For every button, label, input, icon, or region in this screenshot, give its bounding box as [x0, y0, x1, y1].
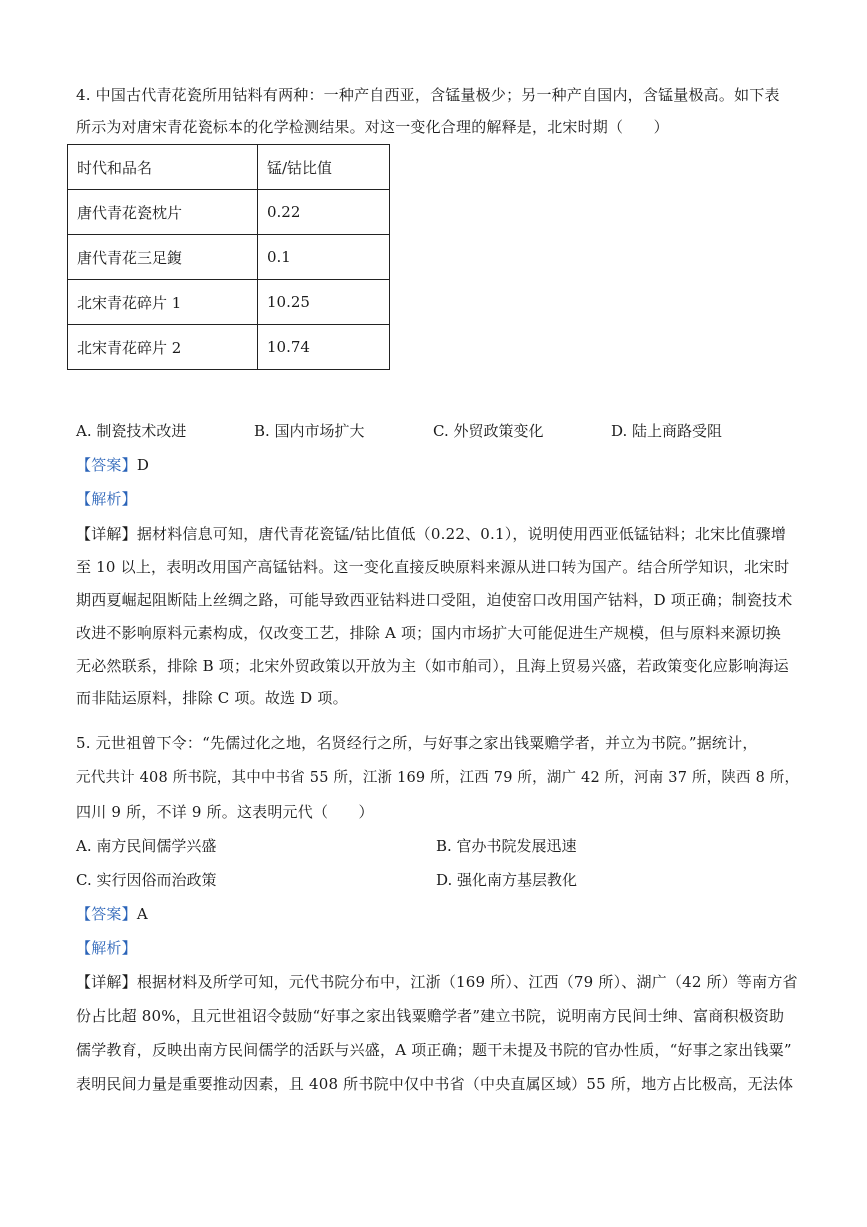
- detail-text: 根据材料及所学可知，元代书院分布中，江浙（169 所）、江西（79 所）、湖广（42 所）等南方省: [136, 973, 798, 991]
- q4-analysis-tag: [76, 489, 137, 509]
- q4-detail-line-4: 改进不影响原料元素构成，仅改变工艺，排除 A 项；国内市场扩大可能促进生产规模，但与原料来源切换: [76, 624, 781, 642]
- table-row: [68, 235, 390, 280]
- table-header-cell: 时代和品名: [68, 145, 258, 190]
- q4-option-d: D. 陆上商路受阻: [611, 422, 723, 440]
- analysis-tag: 【解析】: [76, 490, 137, 508]
- table-row: [68, 280, 390, 325]
- table-header-row: [68, 145, 390, 190]
- q5-stem-line-3: 四川 9 所，不详 9 所。这表明元代（ ）: [76, 803, 374, 821]
- q5-option-a: A. 南方民间儒学兴盛: [76, 837, 217, 855]
- q4-data-table: [67, 144, 390, 370]
- q5-detail-line-2: 份占比超 80%，且元世祖诏令鼓励“好事之家出钱粟赡学者”建立书院，说明南方民间士绅、富商积极资助: [76, 1007, 785, 1025]
- table-cell: 北宋青花碎片 1: [68, 280, 258, 325]
- q5-option-b: B. 官办书院发展迅速: [436, 837, 577, 855]
- table-cell: 10.25: [258, 280, 390, 325]
- q5-detail-line-3: 儒学教育，反映出南方民间儒学的活跃与兴盛，A 项正确；题干未提及书院的官办性质，“好事之家出钱粟”: [76, 1041, 792, 1059]
- q4-stem-line-2: 所示为对唐宋青花瓷标本的化学检测结果。对这一变化合理的解释是，北宋时期（ ）: [76, 118, 669, 136]
- q4-option-b: B. 国内市场扩大: [254, 422, 365, 440]
- q5-option-d: D. 强化南方基层教化: [436, 871, 578, 889]
- q5-stem-line-1: 5. 元世祖曾下令：“先儒过化之地，名贤经行之所，与好事之家出钱粟赡学者，并立为书院。”据统计，: [76, 734, 758, 752]
- answer-value: A: [136, 905, 148, 923]
- q5-stem-line-2: 元代共计 408 所书院，其中中书省 55 所，江浙 169 所，江西 79 所，湖广 42 所，河南 37 所，陕西 8 所，: [76, 770, 800, 786]
- answer-tag: 【答案】: [76, 456, 137, 474]
- answer-value: D: [136, 456, 150, 474]
- detail-tag: 【详解】: [76, 973, 137, 991]
- analysis-tag: 【解析】: [76, 939, 137, 957]
- table-row: [68, 190, 390, 235]
- q5-analysis-tag: [76, 938, 137, 958]
- q5-option-c: C. 实行因俗而治政策: [76, 871, 217, 889]
- q4-detail-line-6: 而非陆运原料，排除 C 项。故选 D 项。: [76, 689, 348, 707]
- table-cell: 0.1: [258, 235, 390, 280]
- q5-answer: [76, 904, 148, 924]
- q4-option-c: C. 外贸政策变化: [433, 422, 544, 440]
- table-cell: 0.22: [258, 190, 390, 235]
- q4-detail-line-2: 至 10 以上，表明改用国产高锰钴料。这一变化直接反映原料来源从进口转为国产。结合所学知识，北宋时: [76, 558, 790, 576]
- table-cell: 唐代青花三足鍑: [68, 235, 258, 280]
- q4-detail-line-5: 无必然联系，排除 B 项；北宋外贸政策以开放为主（如市舶司），且海上贸易兴盛，若政策变化应影响海运: [76, 657, 789, 675]
- table-cell: 10.74: [258, 325, 390, 370]
- q4-detail-line-3: 期西夏崛起阻断陆上丝绸之路，可能导致西亚钴料进口受阻，迫使窑口改用国产钴料，D 项正确；制瓷技术: [76, 591, 793, 609]
- q4-answer: [76, 455, 149, 475]
- q5-detail-line-4: 表明民间力量是重要推动因素，且 408 所书院中仅中书省（中央直属区域）55 所，地方占比极高，无法体: [76, 1075, 794, 1093]
- answer-tag: 【答案】: [76, 905, 137, 923]
- q4-stem-line-1: 4. 中国古代青花瓷所用钴料有两种：一种产自西亚，含锰量极少；另一种产自国内，含锰量极高。如下表: [76, 86, 780, 104]
- q4-detail-line-1: [76, 524, 786, 544]
- table-header-cell: 锰/钴比值: [258, 145, 390, 190]
- detail-tag: 【详解】: [76, 525, 137, 543]
- q5-detail-line-1: [76, 972, 798, 992]
- q4-option-a: A. 制瓷技术改进: [76, 422, 187, 440]
- table-cell: 北宋青花碎片 2: [68, 325, 258, 370]
- detail-text: 据材料信息可知，唐代青花瓷锰/钴比值低（0.22、0.1），说明使用西亚低锰钴料；北宋比值骤增: [136, 525, 787, 543]
- table-cell: 唐代青花瓷枕片: [68, 190, 258, 235]
- table-row: [68, 325, 390, 370]
